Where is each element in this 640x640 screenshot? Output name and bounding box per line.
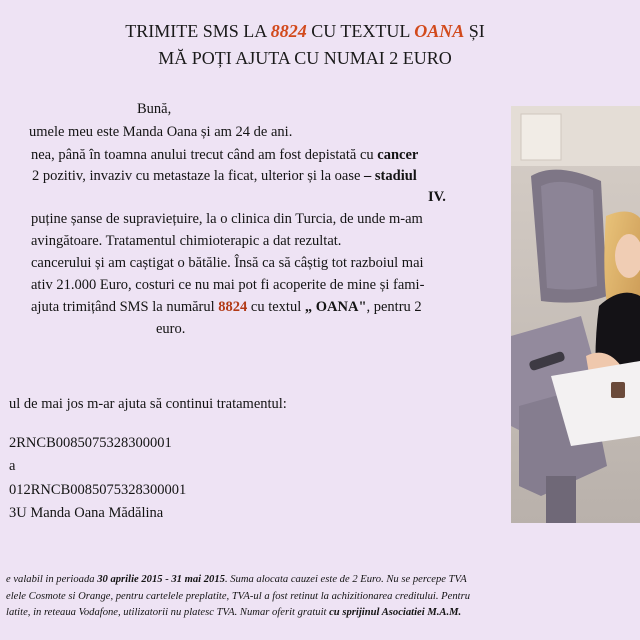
letter-line: avingătoare. Tratamentul chimioterapic a dat rezultat. <box>31 233 342 249</box>
letter-text: , pentru 2 <box>366 299 422 315</box>
account-intro: ul de mai jos m-ar ajuta să continui tratamentul: <box>9 396 287 412</box>
emphasis-text: cancer <box>377 147 419 163</box>
portrait-photo <box>511 106 640 523</box>
sms-number: 8824 <box>270 21 307 41</box>
letter-line: cancerului și am caștigat o bătălie. Însă ca să câștig tot razboiul mai <box>31 255 424 271</box>
bank-name: a <box>9 458 16 474</box>
sponsor-text: cu sprijinul Asociatiei M.A.M. <box>329 607 462 618</box>
footer-text: e valabil in perioada <box>6 574 98 585</box>
footer-text: . Suma alocata cauzei este de 2 Euro. Nu se percepe TVA <box>224 574 467 585</box>
portrait-image <box>511 106 640 523</box>
title-line-1 <box>0 18 610 45</box>
letter-line: puține șanse de supraviețuire, la o clinica din Turcia, de unde m-am <box>31 211 423 227</box>
letter-line <box>31 146 418 164</box>
title-text: TRIMITE SMS LA <box>125 21 271 41</box>
letter-text: ajuta trimițând SMS la numărul <box>31 299 219 315</box>
sms-number: 8824 <box>218 299 248 315</box>
letter-line: IV. <box>428 189 446 205</box>
letter-line: euro. <box>156 321 186 337</box>
title-text: CU TEXTUL <box>306 21 415 41</box>
sms-keyword: „ OANA" <box>304 299 367 315</box>
letter-line <box>31 298 422 316</box>
letter-line: ativ 21.000 Euro, costuri ce nu mai pot fi acoperite de mine și fami- <box>31 277 425 293</box>
iban-2: 012RNCB0085075328300001 <box>9 482 187 498</box>
greeting: Bună, <box>137 101 172 117</box>
footer-line <box>6 606 461 619</box>
sms-keyword: OANA <box>414 21 465 41</box>
footer-text: latite, in reteaua Vodafone, utilizatorii nu platesc TVA. Numar oferit gratuit <box>6 607 330 618</box>
title-line-2: MĂ POȚI AJUTA CU NUMAI 2 EURO <box>158 48 452 68</box>
footer-line <box>6 573 467 586</box>
letter-text: cu textul <box>247 299 305 315</box>
letter-text: nea, până în toamna anului trecut când am fost depistată cu <box>31 147 378 163</box>
footer-line: elele Cosmote si Orange, pentru cartelele preplatite, TVA-ul a fost retinut la achizitionarea creditului. Pentru <box>6 591 470 602</box>
account-holder: 3U Manda Oana Mădălina <box>9 505 164 521</box>
letter-line: umele meu este Manda Oana și am 24 de ani. <box>29 124 293 140</box>
page-title <box>0 18 610 72</box>
emphasis-text: – stadiul <box>364 168 417 184</box>
campaign-dates: 30 aprilie 2015 - 31 mai 2015 <box>97 574 225 585</box>
letter-line <box>32 167 417 185</box>
iban-1: 2RNCB0085075328300001 <box>9 435 172 451</box>
title-text: ȘI <box>464 21 485 41</box>
letter-text: 2 pozitiv, invaziv cu metastaze la ficat, ulterior și la oase <box>32 168 365 184</box>
